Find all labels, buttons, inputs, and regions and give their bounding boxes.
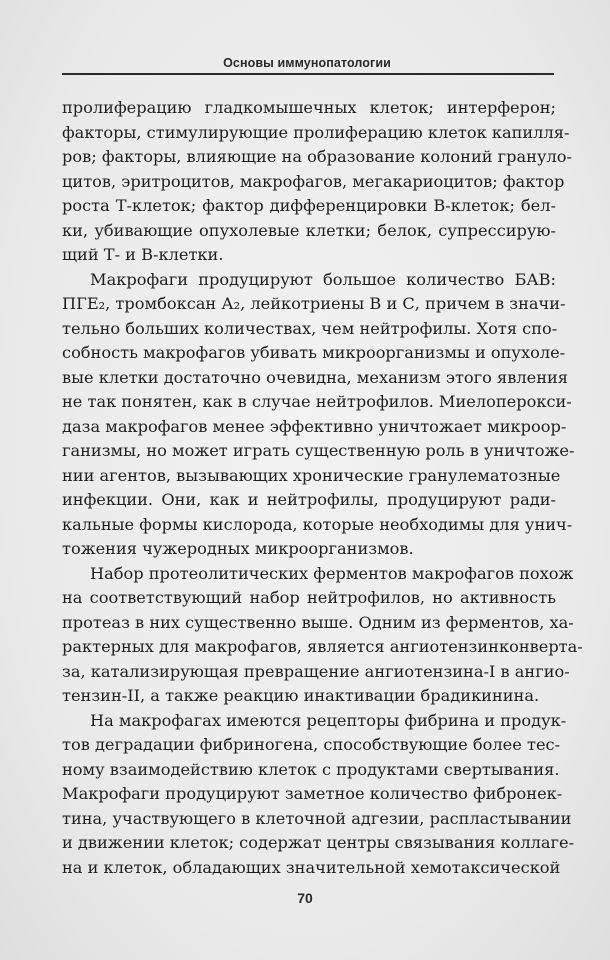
text-line: тензин-II, а также реакцию инактивации брадикинина.	[62, 686, 540, 705]
header-rule	[62, 73, 554, 75]
text-line: тожения чужеродных микроорганизмов.	[62, 539, 414, 558]
text-line: кальные формы кислорода, которые необходимы для унич-	[62, 514, 573, 534]
running-head: Основы иммунопатологии	[223, 56, 391, 70]
text-line: ПГЕ₂, тромбоксан А₂, лейкотриены В и С, причем в значи-	[62, 294, 566, 313]
text-line: цитов, эритроцитов, макрофагов, мегакариоцитов; фактор	[62, 171, 565, 191]
text-line: за, катализирующая превращение ангиотензина-I в ангио-	[62, 661, 570, 681]
text-line: даза макрофагов менее эффективно уничтожает микроор-	[62, 416, 567, 436]
text-line: Макрофаги продуцируют заметное количество фибронек-	[62, 784, 563, 803]
text-line: ки, убивающие опухолевые клетки; белок, супрессирую-	[62, 220, 556, 240]
paragraph	[62, 562, 583, 709]
text-line: ному взаимодействию клеток с продуктами свертывания.	[62, 759, 560, 779]
paragraph	[62, 96, 572, 268]
text-line: тов деградации фибриногена, способствующие более тес-	[62, 735, 561, 754]
text-line: протеаз в них существенно выше. Одним из ферментов, ха-	[62, 612, 574, 632]
text-line: факторы, стимулирующие пролиферацию клеток капилля-	[62, 122, 570, 142]
text-line: Набор протеолитических ферментов макрофагов похож	[90, 563, 574, 583]
body-text	[62, 96, 583, 880]
text-line: нии агентов, вызывающих хронические гранулематозные	[62, 465, 561, 485]
text-line: щий Т- и В-клетки.	[62, 245, 224, 264]
text-line: вые клетки достаточно очевидна, механизм этого явления	[62, 367, 569, 387]
page-number: 70	[297, 890, 313, 906]
text-line: ров; факторы, влияющие на образование колоний грануло-	[62, 147, 572, 166]
text-line: пролиферацию гладкомышечных клеток; интерферон;	[62, 98, 556, 117]
paragraph	[62, 709, 575, 881]
text-line: на соответствующий набор нейтрофилов, но активность	[62, 588, 556, 607]
text-line: инфекции. Они, как и нейтрофилы, продуцируют ради-	[62, 490, 556, 509]
text-line: тельно больших количествах, чем нейтрофилы. Хотя спо-	[62, 318, 558, 338]
paragraph	[62, 268, 575, 562]
text-line: и движении клеток; содержат центры связывания коллаге-	[62, 833, 575, 852]
text-line: не так понятен, как в случае нейтрофилов. Миелоперокси-	[62, 392, 572, 411]
text-line: собность макрофагов убивать микроорганизмы и опухоле-	[62, 343, 566, 362]
text-line: на и клеток, обладающих значительной хемотаксической	[62, 857, 561, 877]
text-line: ганизмы, но может играть существенную роль в уничтоже-	[62, 441, 575, 460]
text-line: рактерных для макрофагов, является ангиотензинконверта-	[62, 637, 583, 656]
text-line: тина, участвующего в клеточной адгезии, распластывании	[62, 808, 572, 828]
text-line: Макрофаги продуцируют большое количество БАВ:	[90, 269, 556, 289]
text-line: На макрофагах имеются рецепторы фибрина и продук-	[90, 710, 567, 730]
text-line: роста Т-клеток; фактор дифференцировки В-клеток; бел-	[62, 196, 556, 215]
